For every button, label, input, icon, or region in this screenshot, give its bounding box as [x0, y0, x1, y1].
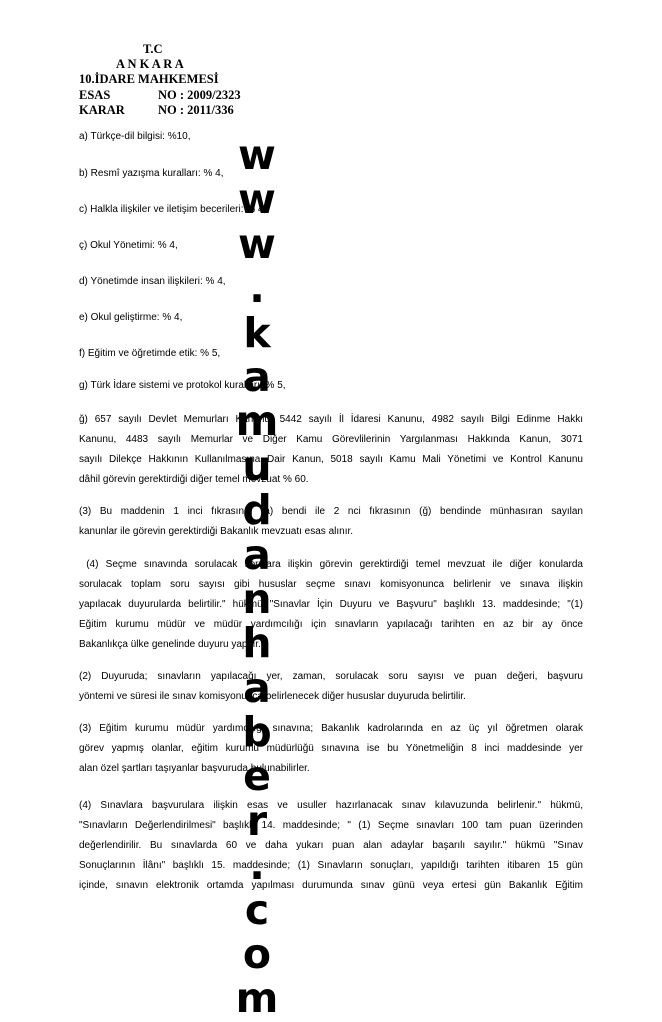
esas-value: NO : 2009/2323 — [158, 88, 241, 102]
watermark-char: m — [235, 974, 279, 1022]
list-item-cc: ç) Okul Yönetimi: % 4, — [79, 240, 178, 251]
watermark-char: h — [242, 619, 272, 668]
list-item-d: d) Yönetimde insan ilişkileri: % 4, — [79, 276, 226, 287]
watermark-char: n — [242, 574, 272, 623]
paragraph-4 — [79, 555, 583, 655]
watermark-char: c — [244, 885, 270, 934]
paragraph-line: Sonuçlarının İlânı" başlıklı 15. maddesinde; (1) Sınavların sonuçları, yapıldığı tarihten itibaren 15 gün — [79, 860, 583, 871]
paragraph-3 — [79, 502, 583, 542]
header-karar — [79, 103, 234, 118]
watermark-char: w — [238, 131, 276, 179]
paragraph-7 — [79, 796, 583, 896]
paragraph-line: yapılacak duyurularda belirtilir." hükmü "Sınavlar İçin Duyuru ve Başvuru" başlıklı 13. maddesinde; "(1) — [79, 599, 583, 610]
paragraph-gg — [79, 410, 583, 490]
paragraph-line: ğ) 657 sayılı Devlet Memurları Kanunu, 5442 sayılı İl İdaresi Kanunu, 4982 sayılı Bilgi Edinme Hakkı — [79, 414, 583, 425]
esas-label: ESAS — [79, 88, 111, 102]
watermark-char: w — [238, 219, 276, 268]
list-item-a: a) Türkçe-dil bilgisi: %10, — [79, 131, 191, 142]
paragraph-line: Kanunu, 4483 sayılı Memurlar ve Diğer Kamu Görevlilerinin Yargılanması Hakkında Kanun, 3071 — [79, 434, 583, 445]
paragraph-line: kanunlar ile görevin gerektirdiği Bakanlık mevzuatı esas alınır. — [79, 526, 354, 537]
paragraph-line: sorulacak toplam soru sayısı gibi hususlar seçme sınavı komisyonunca belirlenir ve sınava ilişkin — [79, 579, 583, 590]
watermark-char: . — [249, 264, 265, 313]
list-item-c: c) Halkla ilişkiler ve iletişim becerileri: % 4, — [79, 204, 267, 215]
watermark-char: a — [243, 530, 271, 579]
paragraph-line: değerlendirilir. Bu sınavlarda 60 ve daha yukarı puan alan adaylar başarılı sayılır." hükmü "Sınav — [79, 840, 583, 851]
list-item-g: g) Türk İdare sistemi ve protokol kuralları: % 5, — [79, 380, 286, 391]
karar-value: NO : 2011/336 — [158, 103, 234, 117]
paragraph-line: dâhil görevin gerektirdiği diğer temel mevzuat % 60. — [79, 474, 309, 485]
watermark — [222, 133, 292, 1021]
karar-label: KARAR — [79, 103, 125, 117]
paragraph-line: Bakanlıkça ülke genelinde duyuru yapılır. — [79, 639, 261, 650]
watermark-char: w — [238, 175, 276, 224]
watermark-char: a — [243, 663, 271, 712]
watermark-char: m — [235, 397, 279, 446]
watermark-char: r — [246, 796, 268, 845]
watermark-char: b — [242, 708, 272, 757]
paragraph-line: (4) Sınavlara başvurulara ilişkin esas ve usuller hazırlanacak sınav kılavuzunda belirlenir." hükmü, — [79, 800, 583, 811]
header-court: 10.İDARE MAHKEMESİ — [79, 72, 219, 86]
watermark-char: u — [242, 441, 272, 490]
paragraph-line: Eğitim kurumu müdür ve müdür yardımcılığı için sınavların yapılacağı tarihten en az bir ay önce — [79, 619, 583, 630]
paragraph-line: içinde, sınavın elektronik ortamda yapılması durumunda sınav günü veya ertesi gün Bakanlık Eğitim — [79, 880, 583, 891]
paragraph-line: (3) Bu maddenin 1 inci fıkrasının (a) bendi ile 2 nci fıkrasının (ğ) bendinde münhasıran sayılan — [79, 506, 583, 517]
paragraph-line: sayılı Dilekçe Hakkının Kullanılmasına Dair Kanun, 5018 sayılı Kamu Mali Yönetimi ve Kontrol Kanunu — [79, 454, 583, 465]
paragraph-line: yöntemi ve süresi ile sınav komisyonunca belirlenecek diğer hususlar duyuruda belirtilir. — [79, 691, 466, 702]
paragraph-5 — [79, 667, 583, 707]
watermark-char: . — [249, 841, 265, 890]
watermark-char: a — [243, 352, 271, 401]
paragraph-line: görev yapmış olanlar, eğitim kurumu müdürlüğü sınavına ise bu Yönetmeliğin 8 inci maddesinde yer — [79, 743, 583, 754]
watermark-char: e — [243, 752, 271, 801]
watermark-char: d — [242, 486, 272, 535]
list-item-f: f) Eğitim ve öğretimde etik: % 5, — [79, 348, 221, 359]
paragraph-line: "Sınavların Değerlendirilmesi" başlıklı 14. maddesinde; " (1) Seçme sınavları 100 tam puan üzerinden — [79, 820, 583, 831]
paragraph-line: alan özel şartları taşıyanlar başvuruda bulunabilirler. — [79, 763, 310, 774]
paragraph-6 — [79, 719, 583, 779]
header-city: A N K A R A — [116, 57, 184, 71]
header-esas — [79, 88, 241, 103]
paragraph-line: (4) Seçme sınavında sorulacak sorulara ilişkin görevin gerektirdiği temel mevzuat ile diğer konularda — [79, 559, 583, 570]
paragraph-line: (2) Duyuruda; sınavların yapılacağı yer, zaman, sorulacak soru sayısı ve puan değeri, başvuru — [79, 671, 583, 682]
watermark-char: k — [243, 308, 271, 357]
list-item-b: b) Resmî yazışma kuralları: % 4, — [79, 168, 224, 179]
paragraph-line: (3) Eğitim kurumu müdür yardımcılığı sınavına; Bakanlık kadrolarında en az üç yıl öğretmen olarak — [79, 723, 583, 734]
watermark-char: o — [242, 930, 272, 979]
list-item-e: e) Okul geliştirme: % 4, — [79, 312, 183, 323]
header-tc: T.C — [143, 42, 163, 56]
